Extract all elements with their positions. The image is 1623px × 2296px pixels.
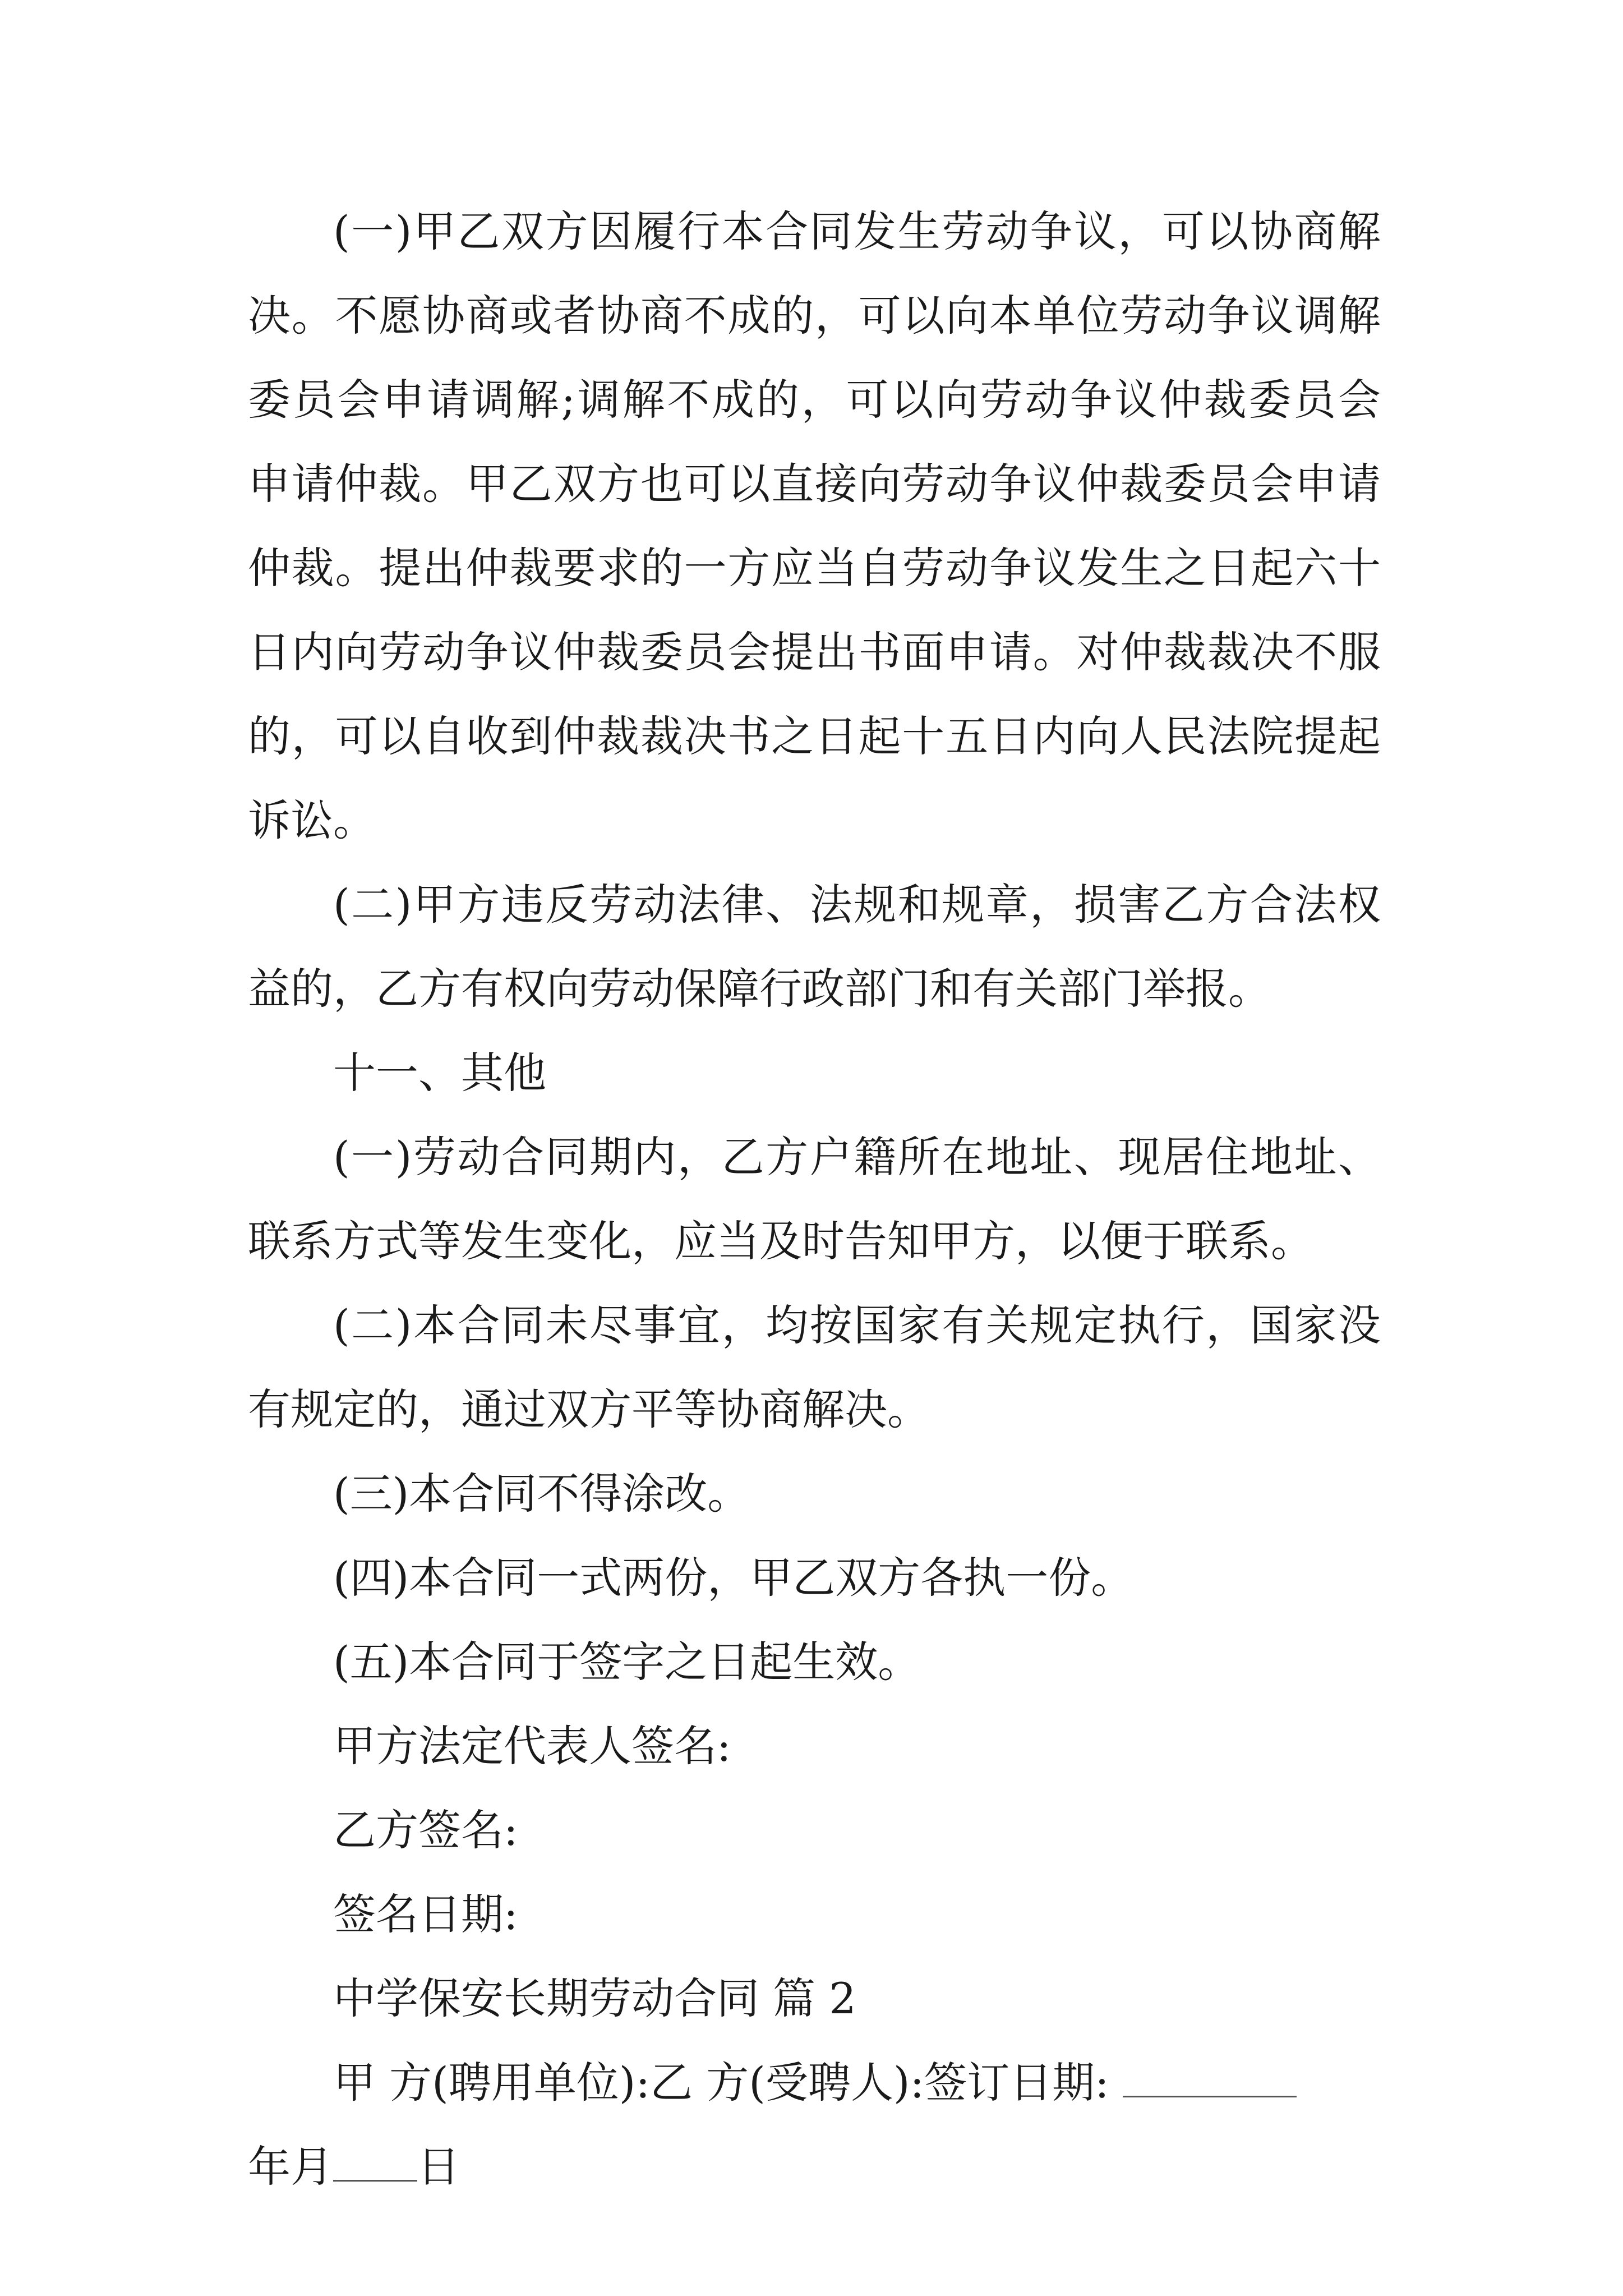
text-line: (二)本合同未尽事宜，均按国家有关规定执行，国家没 xyxy=(333,1300,1381,1350)
parties-label: 甲 方(聘用单位):乙 方(受聘人):签订日期: xyxy=(333,2058,1109,2108)
text-line: (五)本合同于签字之日起生效。 xyxy=(333,1637,921,1687)
signature-label-party-b: 乙方签名: xyxy=(333,1805,518,1855)
text-line: (一)劳动合同期内，乙方户籍所在地址、现居住地址、 xyxy=(333,1132,1381,1182)
text-line: 仲裁。提出仲裁要求的一方应当自劳动争议发生之日起六十 xyxy=(248,543,1381,593)
text-line: (一)甲乙双方因履行本合同发生劳动争议，可以协商解 xyxy=(333,206,1381,256)
text-line: 有规定的，通过双方平等协商解决。 xyxy=(248,1384,930,1434)
date-line xyxy=(248,2125,1381,2209)
text-line: 诉讼。 xyxy=(248,795,376,845)
text-line: 的，可以自收到仲裁裁决书之日起十五日内向人民法院提起 xyxy=(248,711,1381,761)
parties-line xyxy=(248,2041,1381,2125)
text-line: (三)本合同不得涂改。 xyxy=(333,1469,750,1519)
signing-date-blank xyxy=(1123,2056,1297,2097)
section-heading: 十一、其他 xyxy=(333,1048,546,1098)
text-line: 委员会申请调解;调解不成的，可以向劳动争议仲裁委员会 xyxy=(248,375,1381,425)
signature-date-label: 签名日期: xyxy=(333,1889,518,1939)
document-body xyxy=(248,190,1381,2209)
year-month-label: 年月 xyxy=(248,2142,333,2192)
text-line: 联系方式等发生变化，应当及时告知甲方，以便于联系。 xyxy=(248,1216,1313,1266)
text-line: (四)本合同一式两份，甲乙双方各执一份。 xyxy=(333,1553,1134,1603)
day-label: 日 xyxy=(417,2142,460,2192)
contract-title: 中学保安长期劳动合同 篇 2 xyxy=(333,1973,856,2023)
text-line: 日内向劳动争议仲裁委员会提出书面申请。对仲裁裁决不服 xyxy=(248,627,1381,677)
text-line: (二)甲方违反劳动法律、法规和规章，损害乙方合法权 xyxy=(333,880,1381,930)
text-line: 决。不愿协商或者协商不成的，可以向本单位劳动争议调解 xyxy=(248,291,1381,341)
signature-label-party-a: 甲方法定代表人签名: xyxy=(333,1721,731,1771)
text-line: 益的，乙方有权向劳动保障行政部门和有关部门举报。 xyxy=(248,964,1271,1014)
text-line: 申请仲裁。甲乙双方也可以直接向劳动争议仲裁委员会申请 xyxy=(248,459,1381,509)
day-blank xyxy=(333,2141,417,2182)
